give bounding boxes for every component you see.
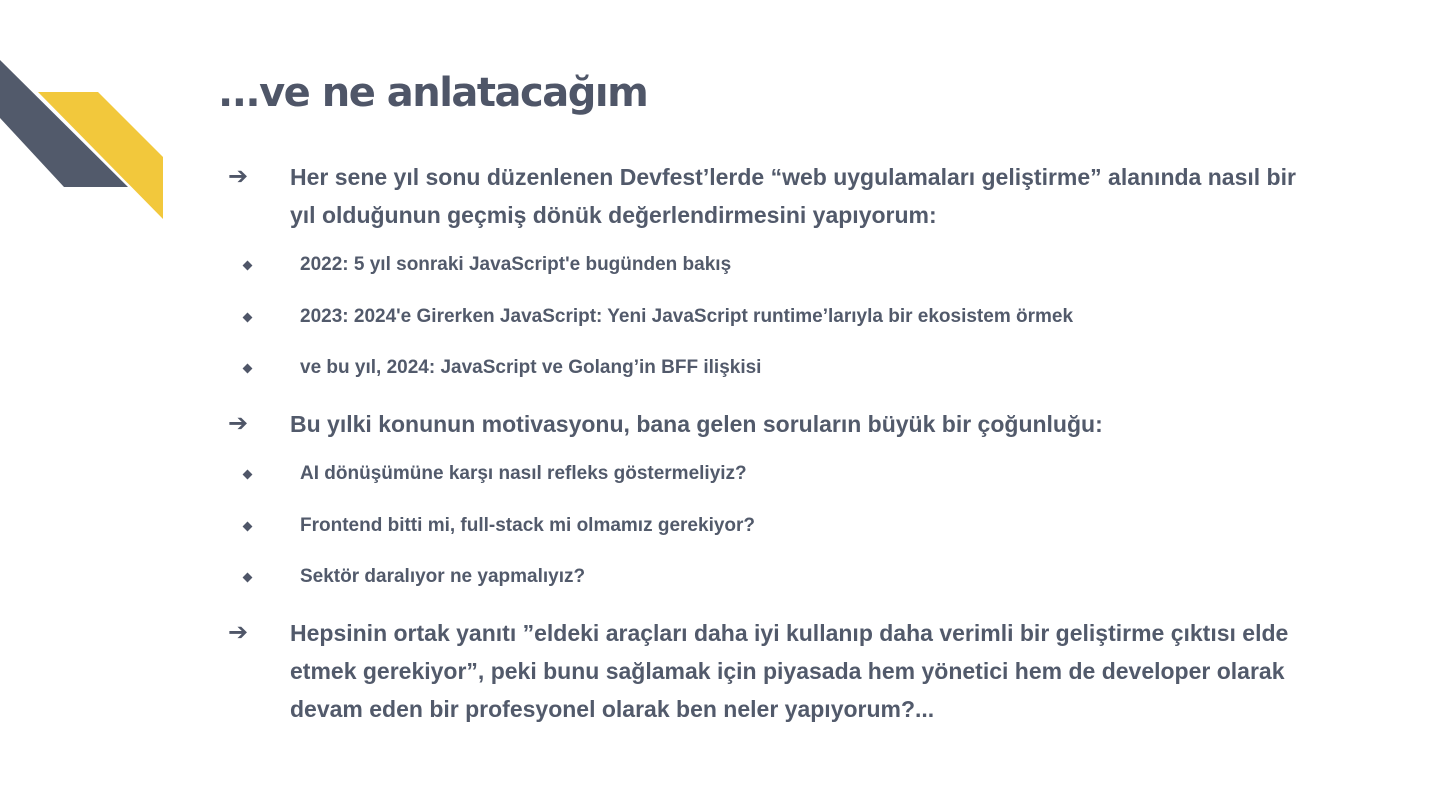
sub-list-1 [228, 250, 1318, 389]
sub-item: 2023: 2024'e Girerken JavaScript: Yeni JavaScript runtime’larıyla bir ekosistem örmek [228, 302, 1318, 354]
diamond-bullet-icon [243, 312, 253, 322]
sub-item: AI dönüşümüne karşı nasıl refleks göstermeliyiz? [228, 459, 1318, 511]
diamond-bullet-icon [243, 521, 253, 531]
diamond-bullet-icon [243, 470, 253, 480]
arrow-right-icon: ➔ [228, 163, 249, 190]
arrow-right-icon: ➔ [228, 410, 249, 437]
bullet-text-2: Bu yılki konunun motivasyonu, bana gelen soruların büyük bir çoğunluğu: [290, 411, 1103, 437]
sub-list-2 [228, 459, 1318, 598]
sub-item: Frontend bitti mi, full-stack mi olmamız gerekiyor? [228, 511, 1318, 563]
diamond-bullet-icon [243, 261, 253, 271]
bullet-list [228, 158, 1318, 728]
arrow-right-icon: ➔ [228, 619, 249, 646]
sub-item: Sektör daralıyor ne yapmalıyız? [228, 562, 1318, 598]
bullet-item-2 [228, 405, 1318, 443]
sub-item: 2022: 5 yıl sonraki JavaScript'e bugünden bakış [228, 250, 1318, 302]
bullet-text-3: Hepsinin ortak yanıtı ”eldeki araçları daha iyi kullanıp daha verimli bir geliştirme çıktısı elde etmek gerekiyor”, peki bunu sağlamak için piyasada hem yönetici hem de developer olarak devam eden bir profesyonel olarak ben neler yapıyorum?... [290, 620, 1289, 722]
diamond-bullet-icon [243, 364, 253, 374]
bullet-text-1: Her sene yıl sonu düzenlenen Devfest’lerde “web uygulamaları geliştirme” alanında nasıl bir yıl olduğunun geçmiş dönük değerlendirmesini yapıyorum: [290, 164, 1296, 228]
bullet-item-1 [228, 158, 1318, 234]
corner-decoration [0, 0, 170, 230]
bullet-item-3 [228, 614, 1318, 728]
diamond-bullet-icon [243, 573, 253, 583]
slide-title: ...ve ne anlatacağım [218, 70, 648, 116]
sub-item: ve bu yıl, 2024: JavaScript ve Golang’in BFF ilişkisi [228, 353, 1318, 389]
